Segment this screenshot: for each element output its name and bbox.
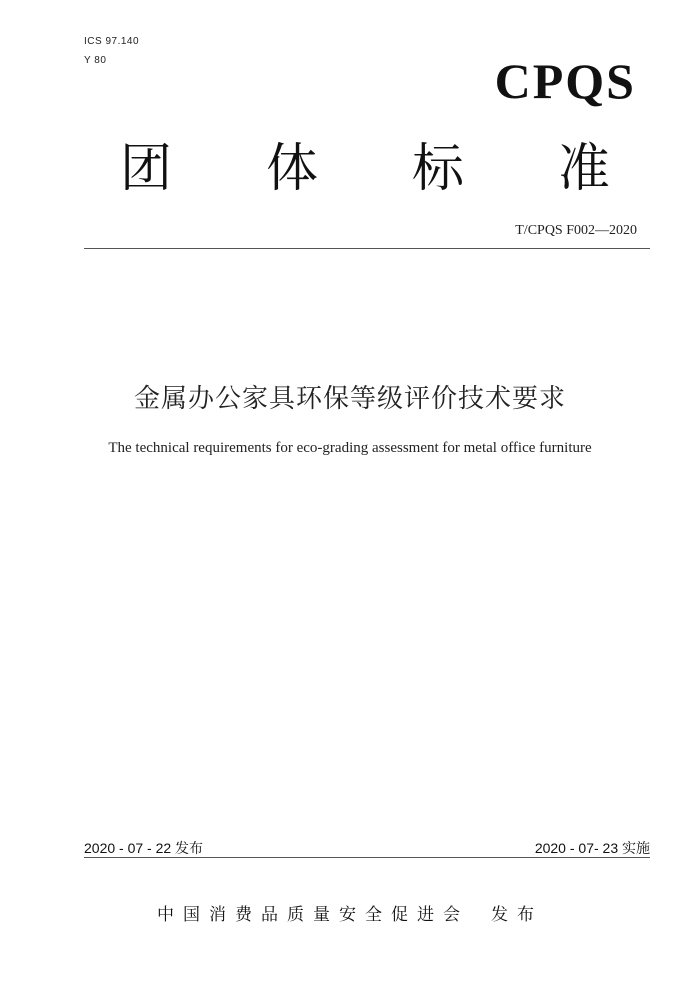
bottom-divider (84, 857, 650, 858)
ccs-code: Y 80 (84, 55, 107, 66)
standard-type-char: 标 (411, 139, 464, 199)
publisher-organization: 中国消费品质量安全促进会 (157, 905, 469, 925)
cpqs-logo: CPQS (494, 53, 636, 109)
standard-number: T/CPQS F002—2020 (515, 223, 637, 238)
publisher-issued-label: 发布 (491, 905, 543, 925)
standard-type-char: 体 (265, 139, 318, 199)
top-divider (84, 248, 650, 249)
publisher-line (0, 900, 700, 925)
standard-type-heading (120, 138, 610, 200)
title-english: The technical requirements for eco-grading assessment for metal office furniture (108, 440, 592, 456)
implementation-date: 2020 - 07- 23 实施 (534, 840, 650, 856)
standard-type-char: 团 (120, 139, 173, 199)
issue-date: 2020 - 07 - 22 发布 (84, 840, 204, 856)
title-chinese: 金属办公家具环保等级评价技术要求 (133, 384, 566, 414)
ics-code: ICS 97.140 (84, 36, 140, 47)
standard-type-char: 准 (557, 139, 610, 199)
